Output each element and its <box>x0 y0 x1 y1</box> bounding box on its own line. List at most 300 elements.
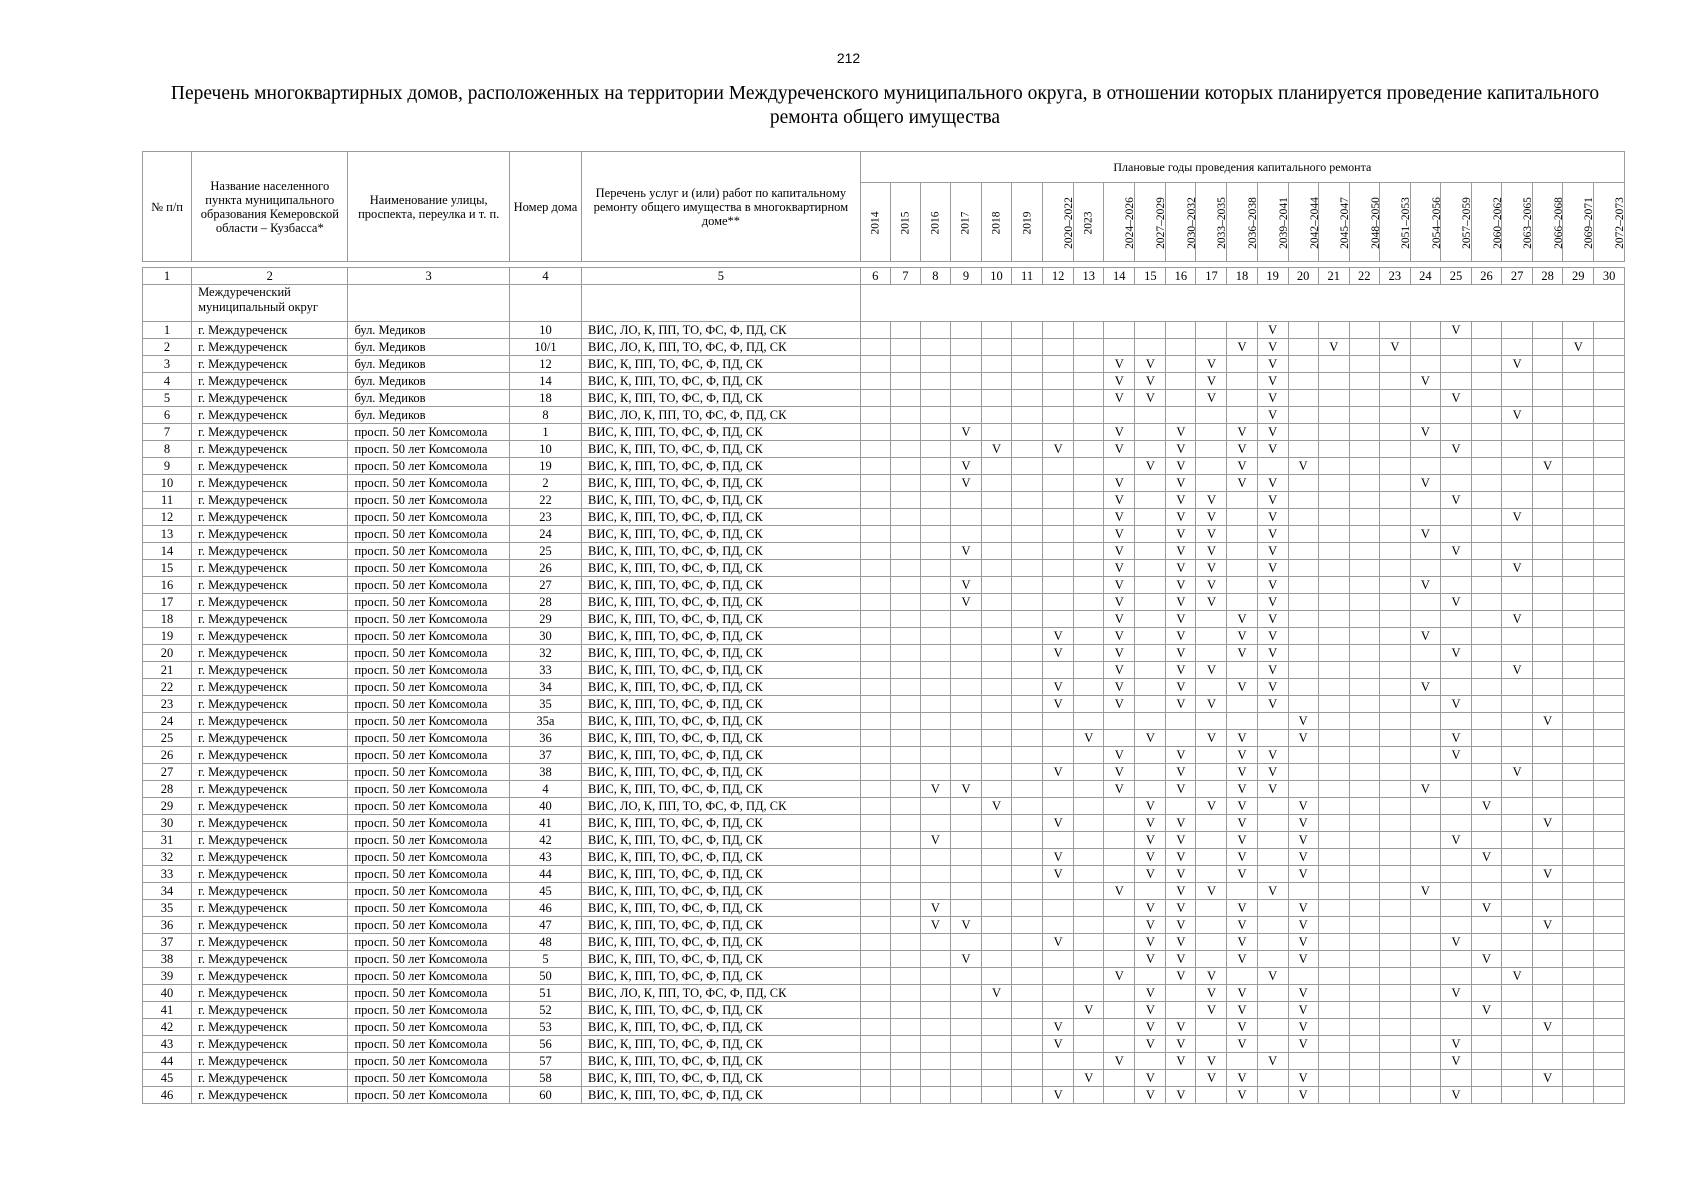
year-mark: V <box>1502 509 1533 526</box>
row-street: просп. 50 лет Комсомола <box>348 1019 509 1036</box>
year-mark: V <box>1196 577 1227 594</box>
row-works: ВИС, К, ПП, ТО, ФС, Ф, ПД, СК <box>582 645 861 662</box>
row-number: 45 <box>143 1070 192 1087</box>
year-cell <box>1502 781 1533 798</box>
year-cell <box>920 730 950 747</box>
year-cell <box>1074 628 1104 645</box>
year-cell <box>1533 475 1563 492</box>
year-mark: V <box>1257 679 1288 696</box>
year-mark: V <box>1288 849 1318 866</box>
year-mark: V <box>1074 1070 1104 1087</box>
year-cell <box>1410 339 1440 356</box>
year-label: 2069–2071 <box>1583 196 1596 249</box>
col-header-works: Перечень услуг и (или) работ по капитальному ремонту общего имущества в многоквартирном доме** <box>582 152 861 262</box>
year-cell <box>860 968 890 985</box>
column-number: 2 <box>192 268 348 285</box>
year-mark: V <box>1257 696 1288 713</box>
year-cell <box>1012 764 1043 781</box>
column-number: 4 <box>509 268 581 285</box>
year-cell <box>1440 917 1471 934</box>
year-cell <box>920 1070 950 1087</box>
year-cell <box>1012 866 1043 883</box>
row-number: 22 <box>143 679 192 696</box>
year-mark: V <box>1410 679 1440 696</box>
year-cell <box>1074 985 1104 1002</box>
year-cell <box>1166 713 1196 730</box>
year-cell <box>920 458 950 475</box>
row-number: 18 <box>143 611 192 628</box>
row-works: ВИС, К, ПП, ТО, ФС, Ф, ПД, СК <box>582 356 861 373</box>
year-cell <box>1349 458 1379 475</box>
year-cell <box>1104 917 1135 934</box>
year-cell <box>1533 832 1563 849</box>
year-cell <box>1533 407 1563 424</box>
year-cell <box>1440 951 1471 968</box>
year-label: 2045–2047 <box>1338 196 1351 249</box>
row-house-number: 27 <box>509 577 581 594</box>
year-mark: V <box>1166 900 1196 917</box>
year-cell <box>1196 1019 1227 1036</box>
year-cell <box>1196 713 1227 730</box>
year-cell <box>920 543 950 560</box>
year-cell <box>1594 866 1625 883</box>
year-cell <box>920 934 950 951</box>
year-cell <box>1104 1087 1135 1104</box>
year-cell <box>1318 322 1349 339</box>
year-cell <box>1012 679 1043 696</box>
year-cell <box>1288 560 1318 577</box>
year-cell <box>1074 1087 1104 1104</box>
row-works: ВИС, К, ПП, ТО, ФС, Ф, ПД, СК <box>582 543 861 560</box>
year-cell <box>1349 594 1379 611</box>
year-cell <box>1043 662 1074 679</box>
year-cell <box>1012 509 1043 526</box>
year-cell <box>1594 322 1625 339</box>
year-cell <box>1012 1002 1043 1019</box>
row-number: 26 <box>143 747 192 764</box>
year-cell <box>1379 917 1410 934</box>
year-cell <box>1196 815 1227 832</box>
year-cell <box>1349 1019 1379 1036</box>
year-cell <box>1318 713 1349 730</box>
table-row <box>143 866 1625 883</box>
row-number: 40 <box>143 985 192 1002</box>
year-cell <box>950 815 981 832</box>
year-label: 2054–2056 <box>1430 196 1443 249</box>
year-cell <box>1196 849 1227 866</box>
year-cell <box>981 1087 1011 1104</box>
year-mark: V <box>1196 662 1227 679</box>
col-header-year <box>1135 183 1166 262</box>
year-cell <box>1043 373 1074 390</box>
year-cell <box>1563 849 1594 866</box>
year-cell <box>1533 730 1563 747</box>
year-cell <box>1012 526 1043 543</box>
year-cell <box>1410 764 1440 781</box>
year-cell <box>981 509 1011 526</box>
year-cell <box>1288 594 1318 611</box>
year-cell <box>1594 951 1625 968</box>
year-cell <box>1379 662 1410 679</box>
year-cell <box>1349 1002 1379 1019</box>
row-street: просп. 50 лет Комсомола <box>348 917 509 934</box>
row-works: ВИС, К, ПП, ТО, ФС, Ф, ПД, СК <box>582 1053 861 1070</box>
year-cell <box>1502 1002 1533 1019</box>
year-cell <box>1379 747 1410 764</box>
col-header-year <box>860 183 890 262</box>
row-works: ВИС, К, ПП, ТО, ФС, Ф, ПД, СК <box>582 662 861 679</box>
year-cell <box>920 883 950 900</box>
row-house-number: 5 <box>509 951 581 968</box>
year-cell <box>1410 1019 1440 1036</box>
year-cell <box>1594 798 1625 815</box>
row-works: ВИС, К, ПП, ТО, ФС, Ф, ПД, СК <box>582 390 861 407</box>
row-works: ВИС, К, ПП, ТО, ФС, Ф, ПД, СК <box>582 373 861 390</box>
year-cell <box>981 373 1011 390</box>
year-cell <box>1012 730 1043 747</box>
year-cell <box>1533 1053 1563 1070</box>
year-cell <box>1379 1019 1410 1036</box>
row-street: просп. 50 лет Комсомола <box>348 1070 509 1087</box>
year-cell <box>1379 390 1410 407</box>
row-street: просп. 50 лет Комсомола <box>348 934 509 951</box>
year-mark: V <box>1227 441 1257 458</box>
year-label: 2048–2050 <box>1369 196 1382 249</box>
year-cell <box>1349 339 1379 356</box>
year-mark: V <box>1104 645 1135 662</box>
year-cell <box>981 900 1011 917</box>
year-cell <box>1012 747 1043 764</box>
table-row <box>143 526 1625 543</box>
year-mark: V <box>1043 441 1074 458</box>
year-cell <box>1288 475 1318 492</box>
year-cell <box>890 424 920 441</box>
year-cell <box>981 1053 1011 1070</box>
row-works: ВИС, К, ПП, ТО, ФС, Ф, ПД, СК <box>582 968 861 985</box>
row-works: ВИС, К, ПП, ТО, ФС, Ф, ПД, СК <box>582 1070 861 1087</box>
year-cell <box>890 849 920 866</box>
year-cell <box>950 441 981 458</box>
year-mark: V <box>920 781 950 798</box>
row-street: просп. 50 лет Комсомола <box>348 713 509 730</box>
year-cell <box>1410 1036 1440 1053</box>
year-cell <box>1104 1002 1135 1019</box>
year-cell <box>1288 407 1318 424</box>
year-cell <box>1043 917 1074 934</box>
year-mark: V <box>1257 356 1288 373</box>
year-cell <box>1533 322 1563 339</box>
row-street: просп. 50 лет Комсомола <box>348 1002 509 1019</box>
table-row <box>143 441 1625 458</box>
year-cell <box>1502 798 1533 815</box>
year-cell <box>1563 356 1594 373</box>
year-cell <box>1379 985 1410 1002</box>
year-mark: V <box>1104 1053 1135 1070</box>
year-mark: V <box>1043 645 1074 662</box>
year-cell <box>1043 900 1074 917</box>
year-cell <box>1012 951 1043 968</box>
row-number: 39 <box>143 968 192 985</box>
year-mark: V <box>1166 951 1196 968</box>
row-house-number: 8 <box>509 407 581 424</box>
column-number: 3 <box>348 268 509 285</box>
year-cell <box>1379 934 1410 951</box>
year-cell <box>1288 373 1318 390</box>
year-cell <box>1349 509 1379 526</box>
year-cell <box>1012 628 1043 645</box>
year-mark: V <box>1043 696 1074 713</box>
year-mark: V <box>920 832 950 849</box>
year-cell <box>1471 577 1501 594</box>
year-cell <box>1288 492 1318 509</box>
year-mark: V <box>1227 475 1257 492</box>
year-cell <box>1563 407 1594 424</box>
year-cell <box>1410 849 1440 866</box>
row-street: бул. Медиков <box>348 390 509 407</box>
year-cell <box>1135 645 1166 662</box>
year-cell <box>1043 407 1074 424</box>
row-house-number: 53 <box>509 1019 581 1036</box>
year-mark: V <box>1257 594 1288 611</box>
year-label: 2016 <box>929 211 942 234</box>
year-mark: V <box>1043 679 1074 696</box>
row-works: ВИС, ЛО, К, ПП, ТО, ФС, Ф, ПД, СК <box>582 798 861 815</box>
year-cell <box>950 900 981 917</box>
year-cell <box>1166 798 1196 815</box>
year-cell <box>890 985 920 1002</box>
year-cell <box>1104 1070 1135 1087</box>
year-cell <box>1471 407 1501 424</box>
year-cell <box>1471 662 1501 679</box>
year-cell <box>860 1036 890 1053</box>
year-cell <box>1012 424 1043 441</box>
year-cell <box>1135 1053 1166 1070</box>
year-mark: V <box>950 424 981 441</box>
year-cell <box>1563 985 1594 1002</box>
year-cell <box>1318 475 1349 492</box>
year-cell <box>1410 322 1440 339</box>
year-cell <box>1563 594 1594 611</box>
year-cell <box>1471 594 1501 611</box>
year-cell <box>1349 1070 1379 1087</box>
year-cell <box>1594 492 1625 509</box>
year-mark: V <box>1533 1019 1563 1036</box>
year-cell <box>1563 832 1594 849</box>
year-cell <box>1471 679 1501 696</box>
column-number: 9 <box>950 268 981 285</box>
row-number: 15 <box>143 560 192 577</box>
year-cell <box>981 934 1011 951</box>
year-cell <box>1012 832 1043 849</box>
year-cell <box>1227 560 1257 577</box>
year-cell <box>1410 543 1440 560</box>
year-cell <box>890 390 920 407</box>
row-settlement: г. Междуреченск <box>192 849 348 866</box>
year-cell <box>1349 492 1379 509</box>
year-mark: V <box>1196 968 1227 985</box>
year-cell <box>1533 883 1563 900</box>
year-cell <box>860 543 890 560</box>
row-works: ВИС, К, ПП, ТО, ФС, Ф, ПД, СК <box>582 492 861 509</box>
year-cell <box>1349 747 1379 764</box>
year-cell <box>1410 611 1440 628</box>
year-cell <box>1043 883 1074 900</box>
col-header-year <box>1043 183 1074 262</box>
year-cell <box>1227 509 1257 526</box>
row-settlement: г. Междуреченск <box>192 475 348 492</box>
year-cell <box>1563 492 1594 509</box>
year-cell <box>1533 1002 1563 1019</box>
row-settlement: г. Междуреченск <box>192 509 348 526</box>
year-mark: V <box>1288 951 1318 968</box>
row-settlement: г. Междуреченск <box>192 968 348 985</box>
year-mark: V <box>1257 764 1288 781</box>
row-works: ВИС, К, ПП, ТО, ФС, Ф, ПД, СК <box>582 866 861 883</box>
year-cell <box>890 441 920 458</box>
table-row <box>143 628 1625 645</box>
year-cell <box>1379 1053 1410 1070</box>
year-cell <box>1594 611 1625 628</box>
year-cell <box>1379 1036 1410 1053</box>
year-cell <box>1563 509 1594 526</box>
year-cell <box>950 1019 981 1036</box>
column-number: 26 <box>1471 268 1501 285</box>
year-mark: V <box>1166 475 1196 492</box>
row-settlement: г. Междуреченск <box>192 543 348 560</box>
year-cell <box>1471 985 1501 1002</box>
year-mark: V <box>1135 985 1166 1002</box>
document-title: Перечень многоквартирных домов, расположенных на территории Междуреченского муниципального округа, в отношении которых планируется проведение капитального ремонта общего имущества <box>170 83 1600 128</box>
row-works: ВИС, К, ПП, ТО, ФС, Ф, ПД, СК <box>582 577 861 594</box>
year-cell <box>1196 832 1227 849</box>
year-mark: V <box>1104 968 1135 985</box>
year-cell <box>1043 492 1074 509</box>
year-cell <box>1135 560 1166 577</box>
year-cell <box>981 713 1011 730</box>
row-street: просп. 50 лет Комсомола <box>348 560 509 577</box>
year-mark: V <box>1257 390 1288 407</box>
year-cell <box>1257 951 1288 968</box>
year-mark: V <box>1135 1087 1166 1104</box>
year-cell <box>981 764 1011 781</box>
year-mark: V <box>1440 934 1471 951</box>
year-cell <box>1563 611 1594 628</box>
year-cell <box>860 900 890 917</box>
year-cell <box>981 968 1011 985</box>
year-cell <box>1318 730 1349 747</box>
year-cell <box>860 764 890 781</box>
year-cell <box>1074 679 1104 696</box>
year-cell <box>1379 883 1410 900</box>
row-street: просп. 50 лет Комсомола <box>348 866 509 883</box>
year-cell <box>1563 934 1594 951</box>
year-cell <box>1318 985 1349 1002</box>
year-cell <box>1533 662 1563 679</box>
row-works: ВИС, К, ПП, ТО, ФС, Ф, ПД, СК <box>582 1036 861 1053</box>
year-label: 2060–2062 <box>1491 196 1504 249</box>
year-cell <box>950 322 981 339</box>
year-mark: V <box>1288 832 1318 849</box>
col-header-house: Номер дома <box>509 152 581 262</box>
row-house-number: 29 <box>509 611 581 628</box>
year-cell <box>920 645 950 662</box>
year-cell <box>1410 1002 1440 1019</box>
year-cell <box>1410 1087 1440 1104</box>
year-cell <box>1379 1070 1410 1087</box>
row-works: ВИС, К, ПП, ТО, ФС, Ф, ПД, СК <box>582 475 861 492</box>
row-settlement: г. Междуреченск <box>192 883 348 900</box>
table-row <box>143 730 1625 747</box>
year-mark: V <box>1288 1019 1318 1036</box>
year-mark: V <box>1135 866 1166 883</box>
year-cell <box>1349 883 1379 900</box>
row-number: 41 <box>143 1002 192 1019</box>
table-row <box>143 934 1625 951</box>
year-mark: V <box>1227 424 1257 441</box>
year-cell <box>1349 424 1379 441</box>
year-cell <box>920 849 950 866</box>
year-cell <box>890 968 920 985</box>
year-label: 2027–2029 <box>1155 196 1168 249</box>
row-house-number: 51 <box>509 985 581 1002</box>
col-header-year <box>1502 183 1533 262</box>
row-number: 24 <box>143 713 192 730</box>
year-cell <box>1563 526 1594 543</box>
year-mark: V <box>1257 747 1288 764</box>
year-cell <box>890 662 920 679</box>
column-number: 7 <box>890 268 920 285</box>
year-mark: V <box>1043 764 1074 781</box>
row-street: просп. 50 лет Комсомола <box>348 968 509 985</box>
year-cell <box>1227 968 1257 985</box>
row-street: просп. 50 лет Комсомола <box>348 798 509 815</box>
year-cell <box>1135 764 1166 781</box>
year-cell <box>1594 832 1625 849</box>
table-row <box>143 543 1625 560</box>
year-cell <box>1349 407 1379 424</box>
year-cell <box>1318 594 1349 611</box>
year-cell <box>981 917 1011 934</box>
year-cell <box>950 339 981 356</box>
year-cell <box>1074 713 1104 730</box>
year-cell <box>1012 611 1043 628</box>
year-cell <box>1471 1036 1501 1053</box>
row-house-number: 36 <box>509 730 581 747</box>
year-cell <box>1043 390 1074 407</box>
column-number: 8 <box>920 268 950 285</box>
year-mark: V <box>1104 424 1135 441</box>
row-works: ВИС, К, ПП, ТО, ФС, Ф, ПД, СК <box>582 458 861 475</box>
row-house-number: 12 <box>509 356 581 373</box>
year-cell <box>1012 339 1043 356</box>
year-cell <box>950 679 981 696</box>
row-works: ВИС, К, ПП, ТО, ФС, Ф, ПД, СК <box>582 1087 861 1104</box>
row-number: 19 <box>143 628 192 645</box>
col-header-year <box>1379 183 1410 262</box>
year-cell <box>1012 492 1043 509</box>
row-house-number: 2 <box>509 475 581 492</box>
year-cell <box>981 730 1011 747</box>
row-street: просп. 50 лет Комсомола <box>348 985 509 1002</box>
year-cell <box>1196 628 1227 645</box>
table-row <box>143 1002 1625 1019</box>
year-cell <box>860 339 890 356</box>
year-cell <box>981 407 1011 424</box>
year-mark: V <box>1135 373 1166 390</box>
year-mark: V <box>1196 696 1227 713</box>
year-label: 2014 <box>869 211 882 234</box>
year-cell <box>981 356 1011 373</box>
